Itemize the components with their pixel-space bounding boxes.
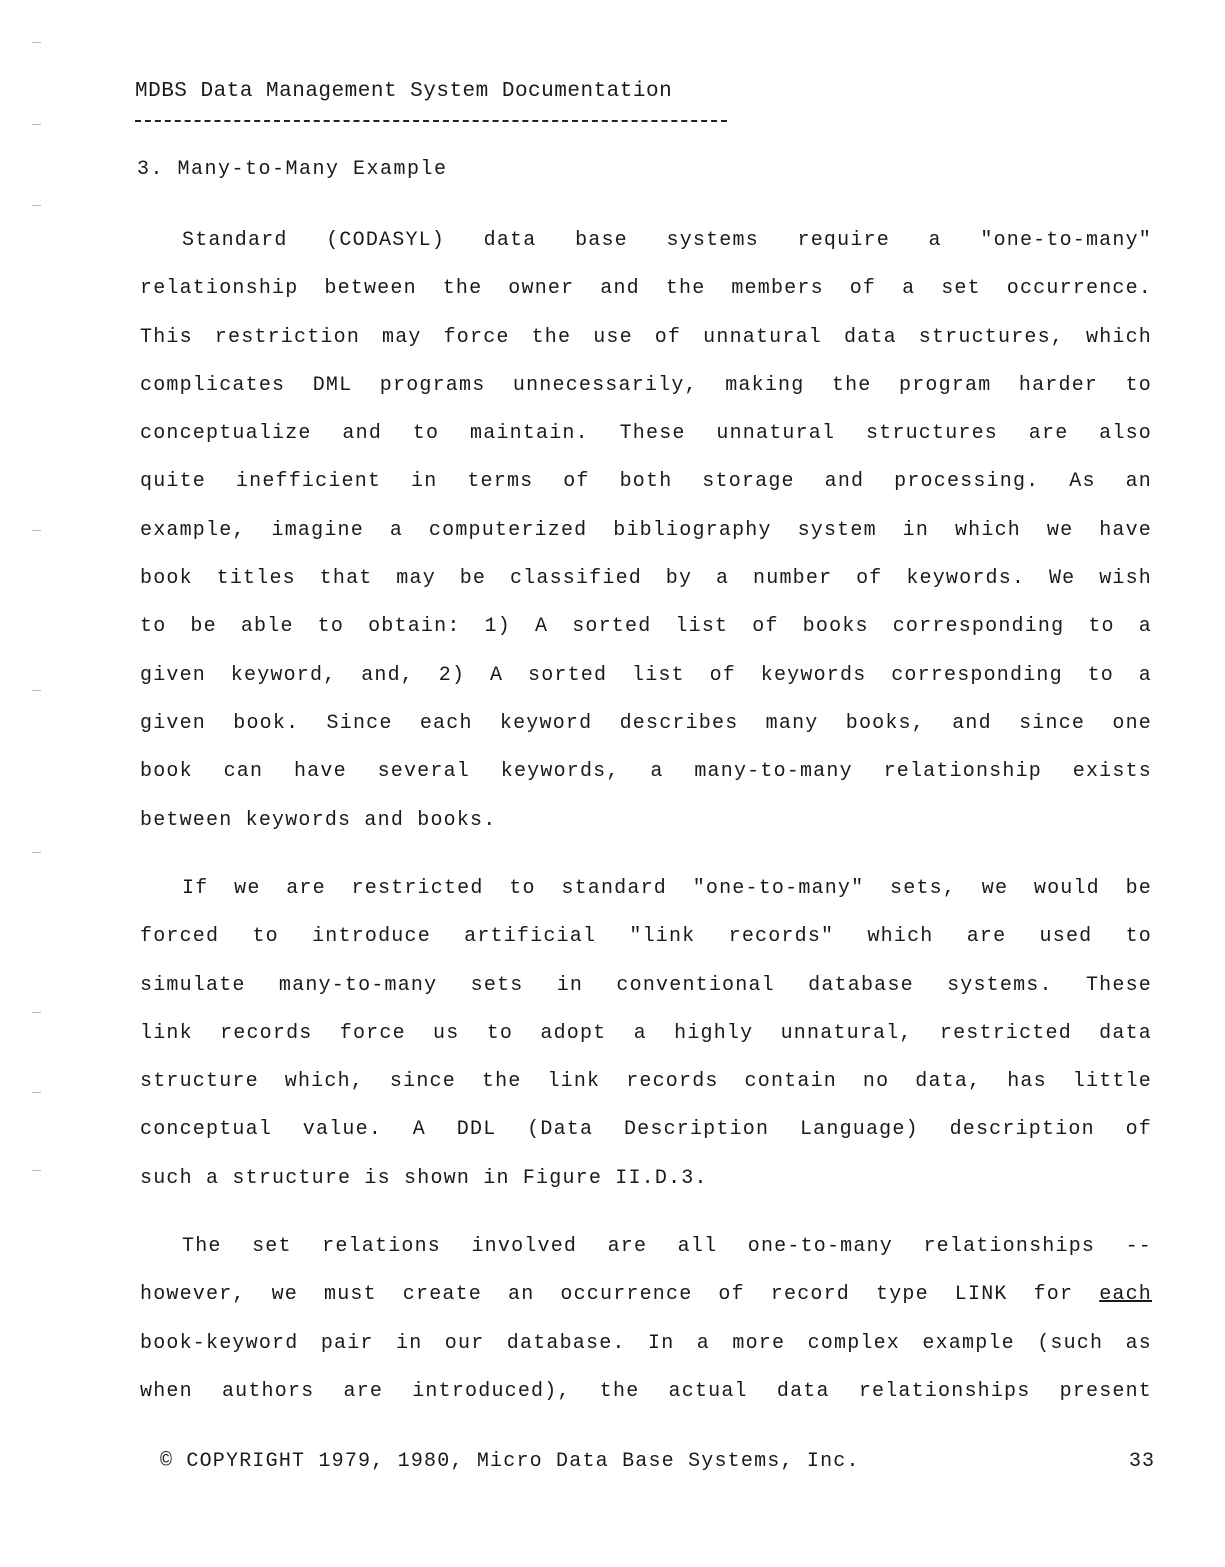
text-line: conceptualize and to maintain. These unnatural structures are also: [140, 422, 1152, 446]
margin-mark: [32, 124, 41, 125]
text-line-segment: however, we must create an occurrence of record type LINK for: [140, 1283, 1100, 1307]
text-line: relationship between the owner and the members of a set occurrence.: [140, 277, 1152, 301]
text-line: such a structure is shown in Figure II.D.3.: [140, 1166, 708, 1190]
margin-mark: [32, 205, 41, 206]
margin-mark: [32, 530, 41, 531]
text-line: book-keyword pair in our database. In a more complex example (such as: [140, 1331, 1152, 1355]
text-line: This restriction may force the use of unnatural data structures, which: [140, 325, 1152, 349]
margin-mark: [32, 1012, 41, 1013]
text-line: to be able to obtain: 1) A sorted list of books corresponding to a: [140, 615, 1152, 639]
copyright-footer: © COPYRIGHT 1979, 1980, Micro Data Base Systems, Inc.: [160, 1450, 860, 1473]
text-line: link records force us to adopt a highly unnatural, restricted data: [140, 1021, 1152, 1045]
paragraph-2: [140, 876, 1152, 1214]
margin-mark: [32, 852, 41, 853]
text-line: quite inefficient in terms of both storage and processing. As an: [140, 470, 1152, 494]
text-line: complicates DML programs unnecessarily, making the program harder to: [140, 373, 1152, 397]
paragraph-1: [140, 228, 1152, 856]
text-line: between keywords and books.: [140, 808, 497, 832]
margin-mark: [32, 690, 41, 691]
header-rule: [135, 120, 727, 122]
page-number: 33: [1128, 1450, 1155, 1473]
text-line: structure which, since the link records contain no data, has little: [140, 1070, 1152, 1094]
margin-mark: [32, 1170, 41, 1171]
text-line: [140, 1282, 1152, 1330]
text-line: The set relations involved are all one-to-many relationships --: [182, 1235, 1152, 1258]
emphasized-word: each: [1099, 1283, 1152, 1307]
text-line: forced to introduce artificial "link records" which are used to: [140, 925, 1152, 949]
text-line: Standard (CODASYL) data base systems require a "one-to-many": [182, 229, 1152, 252]
margin-mark: [32, 1092, 41, 1093]
section-title: 3. Many-to-Many Example: [137, 158, 448, 181]
paragraph-3: [140, 1234, 1152, 1427]
text-line: If we are restricted to standard "one-to-many" sets, we would be: [182, 877, 1152, 900]
text-line: given book. Since each keyword describes many books, and since one: [140, 711, 1152, 735]
text-line: book can have several keywords, a many-to-many relationship exists: [140, 760, 1152, 784]
text-line: book titles that may be classified by a number of keywords. We wish: [140, 567, 1152, 591]
page-header: MDBS Data Management System Documentation: [135, 80, 673, 103]
text-line: given keyword, and, 2) A sorted list of keywords corresponding to a: [140, 663, 1152, 687]
text-line: simulate many-to-many sets in conventional database systems. These: [140, 973, 1152, 997]
text-line: conceptual value. A DDL (Data Description Language) description of: [140, 1118, 1152, 1142]
margin-mark: [32, 42, 41, 43]
text-line: example, imagine a computerized bibliography system in which we have: [140, 518, 1152, 542]
text-line: when authors are introduced), the actual data relationships present: [140, 1379, 1152, 1403]
